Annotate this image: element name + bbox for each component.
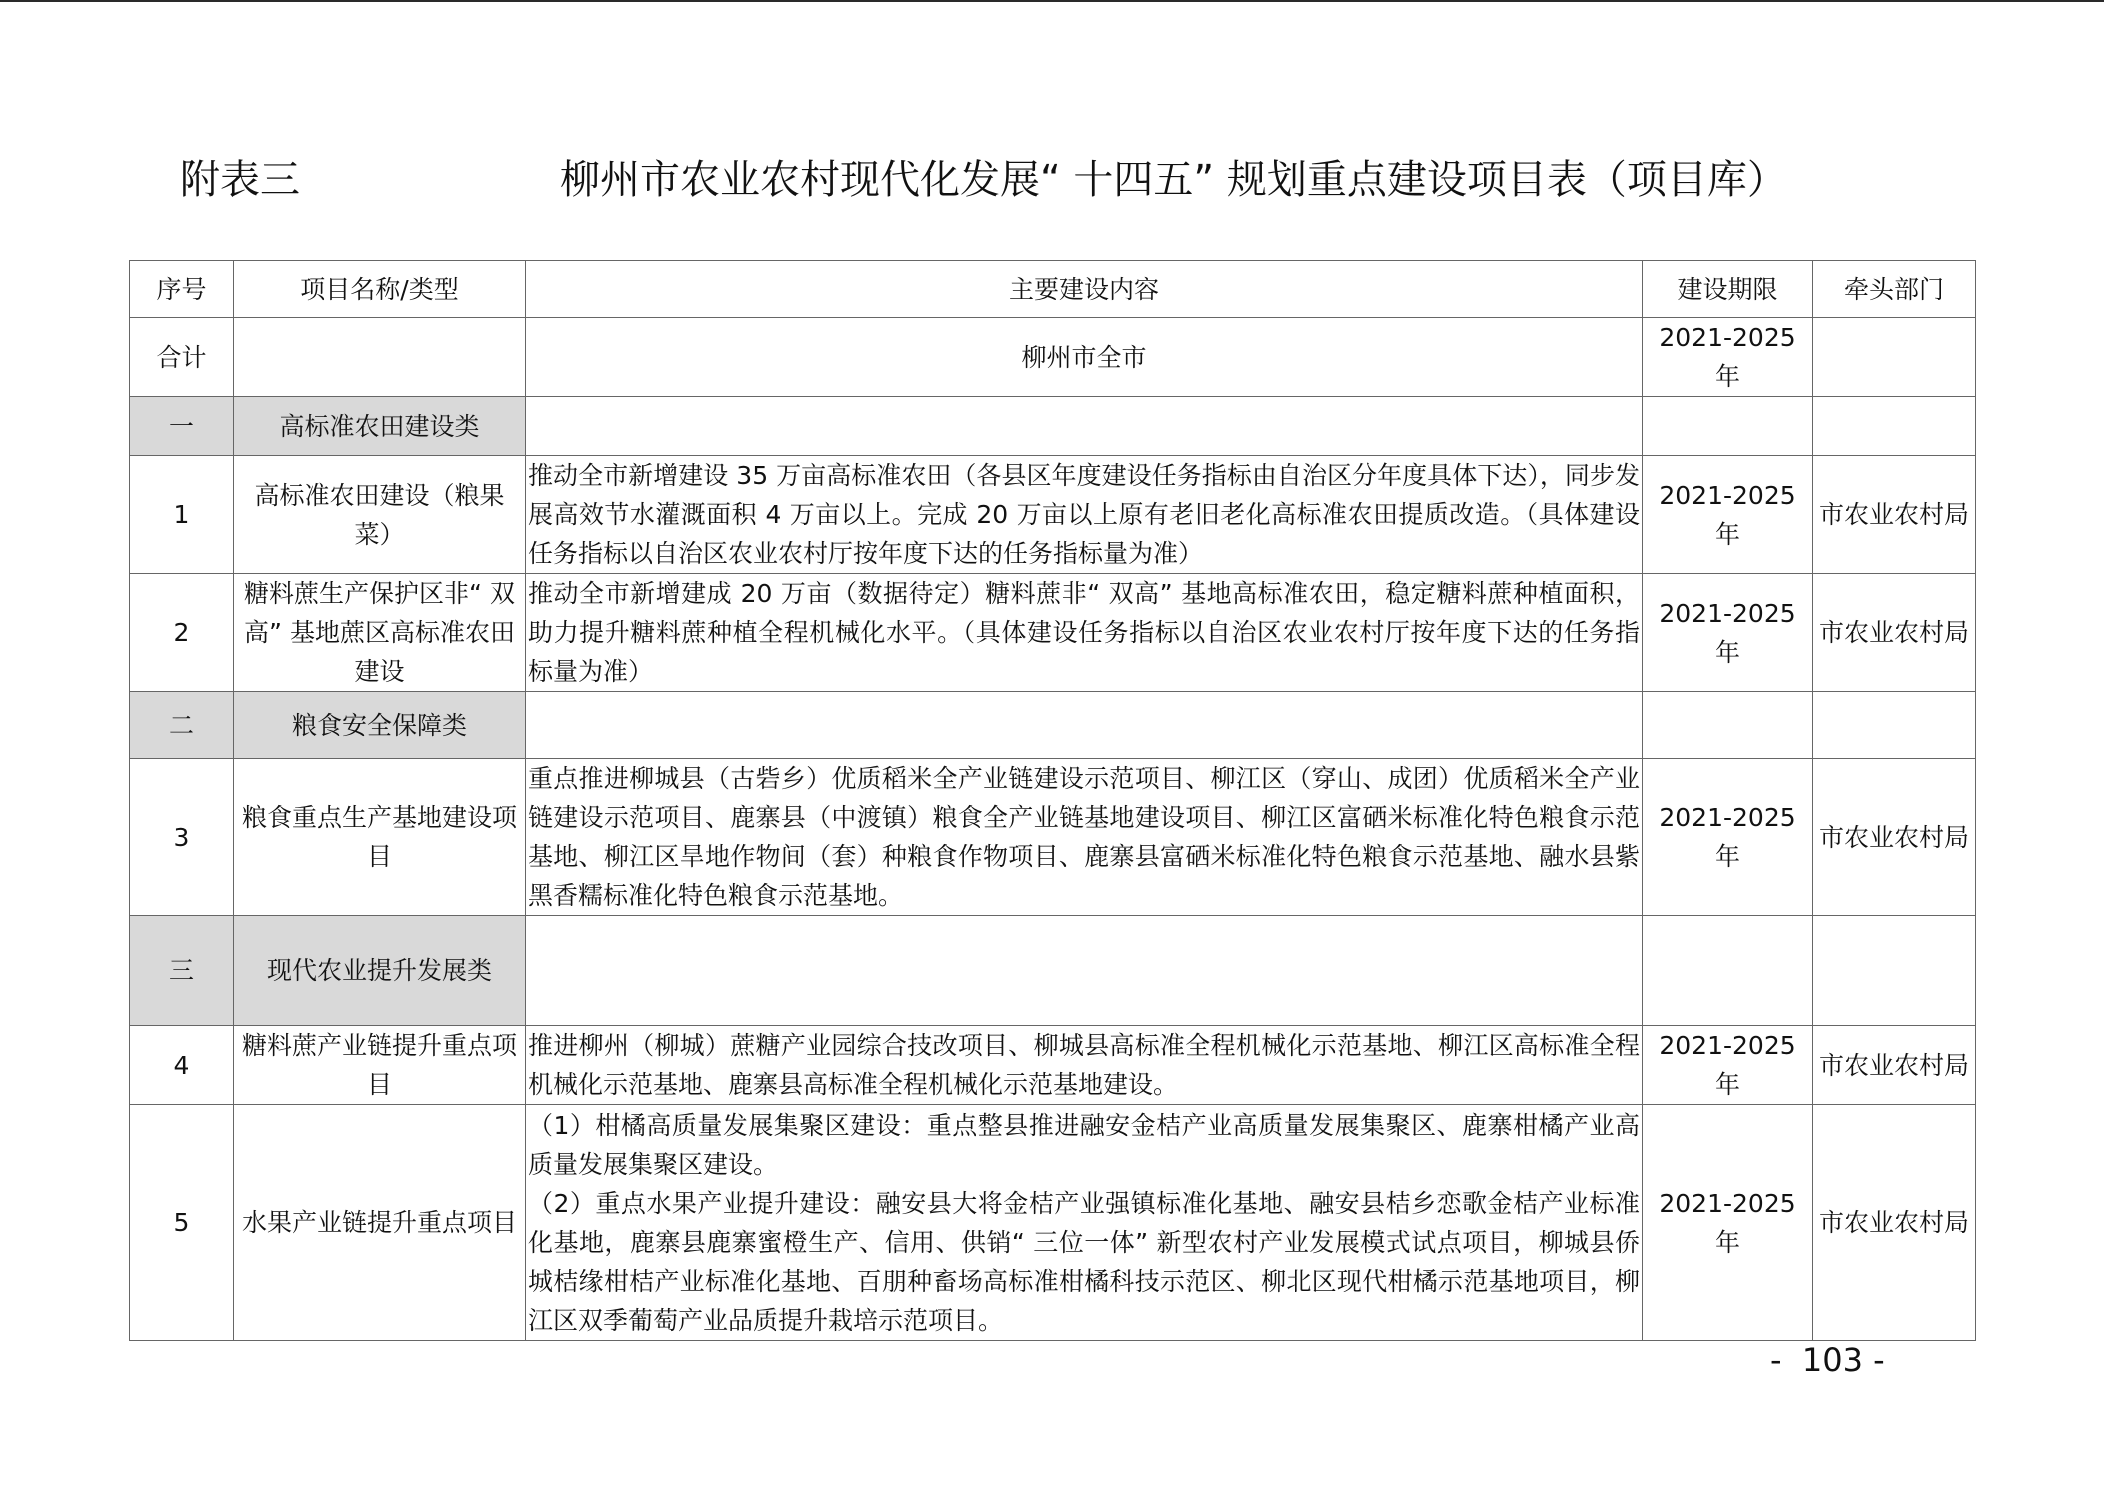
content-paragraph: 推进柳州（柳城）蔗糖产业园综合技改项目、柳城县高标准全程机械化示范基地、柳江区高标准全程机械化示范基地、鹿寨县高标准全程机械化示范基地建设。 [528, 1031, 1640, 1099]
table-row [130, 456, 1976, 574]
table-row [130, 759, 1976, 916]
empty-cell [526, 916, 1643, 1026]
row-dept: 市农业农村局 [1813, 1105, 1976, 1341]
content-paragraph: 推动全市新增建设 35 万亩高标准农田（各县区年度建设任务指标由自治区分年度具体下达），同步发展高效节水灌溉面积 4 万亩以上。完成 20 万亩以上原有老旧老化高标准农田提质改造。（具体建设任务指标以自治区农业农村厅按年度下达的任务指标量为准） [528, 461, 1640, 568]
total-period: 2021-2025 年 [1643, 318, 1813, 397]
row-dept: 市农业农村局 [1813, 759, 1976, 916]
row-content [526, 1026, 1643, 1105]
total-row [130, 318, 1976, 397]
row-name: 粮食重点生产基地建设项目 [234, 759, 526, 916]
row-content [526, 759, 1643, 916]
row-content [526, 1105, 1643, 1341]
row-period: 2021-2025 年 [1643, 574, 1813, 692]
row-dept: 市农业农村局 [1813, 1026, 1976, 1105]
category-row [130, 692, 1976, 759]
empty-cell [1813, 692, 1976, 759]
empty-cell [1643, 916, 1813, 1026]
row-name: 糖料蔗产业链提升重点项目 [234, 1026, 526, 1105]
row-no: 1 [130, 456, 234, 574]
header-cell-period: 建设期限 [1643, 261, 1813, 318]
empty-cell [1813, 916, 1976, 1026]
row-dept: 市农业农村局 [1813, 574, 1976, 692]
row-content [526, 456, 1643, 574]
empty-cell [1643, 397, 1813, 456]
content-paragraph: 重点推进柳城县（古砦乡）优质稻米全产业链建设示范项目、柳江区（穿山、成团）优质稻米全产业链建设示范项目、鹿寨县（中渡镇）粮食全产业链基地建设项目、柳江区富硒米标准化特色粮食示范基地、柳江区旱地作物间（套）种粮食作物项目、鹿寨县富硒米标准化特色粮食示范基地、融水县紫黑香糯标准化特色粮食示范基地。 [528, 764, 1640, 910]
row-dept: 市农业农村局 [1813, 456, 1976, 574]
category-no: 二 [130, 692, 234, 759]
appendix-label: 附表三 [180, 157, 300, 203]
row-period: 2021-2025 年 [1643, 759, 1813, 916]
total-name [234, 318, 526, 397]
row-no: 2 [130, 574, 234, 692]
top-border-line [0, 0, 2104, 2]
empty-cell [1643, 692, 1813, 759]
empty-cell [526, 397, 1643, 456]
category-no: 三 [130, 916, 234, 1026]
empty-cell [1813, 397, 1976, 456]
header-cell-name: 项目名称/类型 [234, 261, 526, 318]
content-paragraph: （1）柑橘高质量发展集聚区建设：重点整县推进融安金桔产业高质量发展集聚区、鹿寨柑橘产业高质量发展集聚区建设。 [528, 1110, 1640, 1179]
row-name: 糖料蔗生产保护区非“ 双高” 基地蔗区高标准农田建设 [234, 574, 526, 692]
row-no: 4 [130, 1026, 234, 1105]
header-cell-dept: 牵头部门 [1813, 261, 1976, 318]
category-no: 一 [130, 397, 234, 456]
table-row [130, 1105, 1976, 1341]
row-content [526, 574, 1643, 692]
table-row [130, 574, 1976, 692]
total-dept [1813, 318, 1976, 397]
category-row [130, 916, 1976, 1026]
category-name: 高标准农田建设类 [234, 397, 526, 456]
category-name: 粮食安全保障类 [234, 692, 526, 759]
row-no: 3 [130, 759, 234, 916]
category-name: 现代农业提升发展类 [234, 916, 526, 1026]
table-row [130, 1026, 1976, 1105]
row-name: 高标准农田建设（粮果菜） [234, 456, 526, 574]
row-period: 2021-2025 年 [1643, 1105, 1813, 1341]
page-number: - 103 - [1770, 1341, 1885, 1379]
row-period: 2021-2025 年 [1643, 456, 1813, 574]
header-cell-no: 序号 [130, 261, 234, 318]
total-no: 合计 [130, 318, 234, 397]
row-no: 5 [130, 1105, 234, 1341]
row-name: 水果产业链提升重点项目 [234, 1105, 526, 1341]
page-title: 柳州市农业农村现代化发展“ 十四五” 规划重点建设项目表（项目库） [560, 157, 1787, 203]
header-row [130, 261, 1976, 318]
content-paragraph: （2）重点水果产业提升建设：融安县大将金桔产业强镇标准化基地、融安县桔乡恋歌金桔产业标准化基地，鹿寨县鹿寨蜜橙生产、信用、供销“ 三位一体” 新型农村产业发展模式试点项目，柳城县侨城桔缘柑桔产业标准化基地、百朋种畜场高标准柑橘科技示范区、柳北区现代柑橘示范基地项目，柳江区双季葡萄产业品质提升栽培示范项目。 [528, 1188, 1640, 1335]
header-cell-content: 主要建设内容 [526, 261, 1643, 318]
total-content: 柳州市全市 [526, 318, 1643, 397]
project-table [129, 260, 1976, 1341]
category-row [130, 397, 1976, 456]
row-period: 2021-2025 年 [1643, 1026, 1813, 1105]
content-paragraph: 推动全市新增建成 20 万亩（数据待定）糖料蔗非“ 双高” 基地高标准农田，稳定糖料蔗种植面积，助力提升糖料蔗种植全程机械化水平。（具体建设任务指标以自治区农业农村厅按年度下达的任务指标量为准） [528, 579, 1640, 686]
empty-cell [526, 692, 1643, 759]
